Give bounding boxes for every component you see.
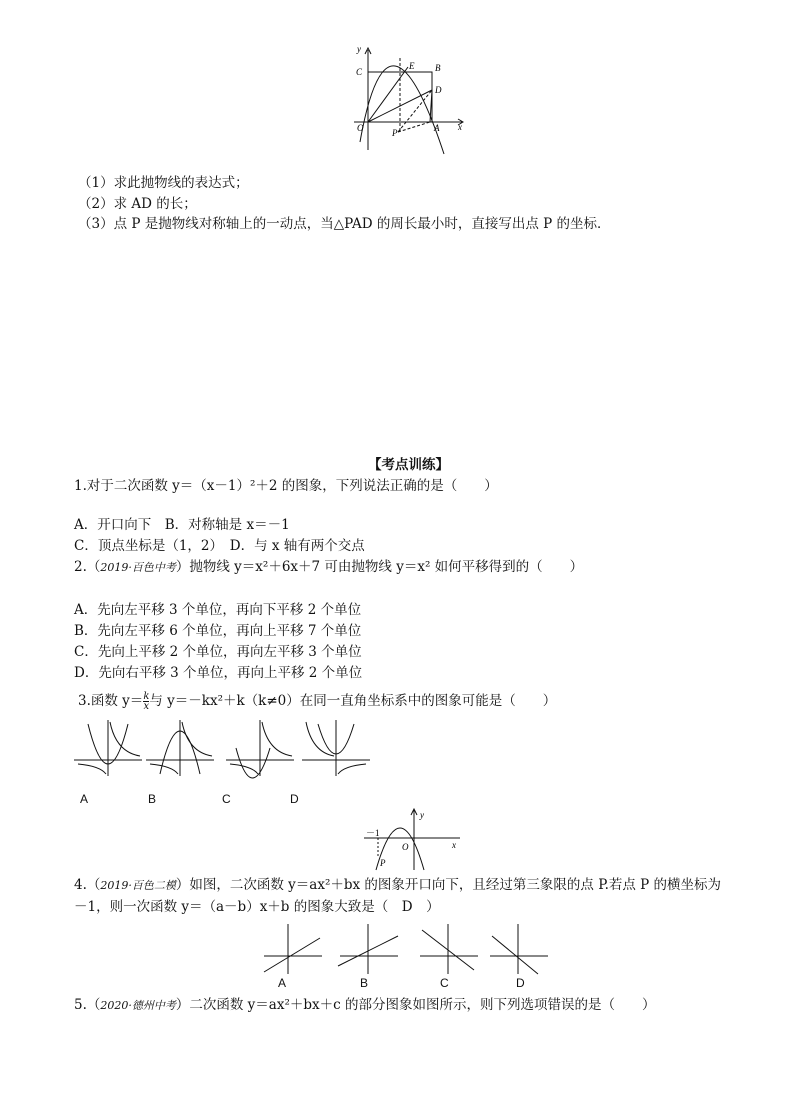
q4-label-a: A [278, 976, 287, 990]
q4-graph-b [338, 922, 402, 976]
q3-label-a: A [80, 792, 89, 806]
q3-label-d: D [290, 792, 299, 806]
q2-option-d: D．先向右平移 3 个单位，再向上平移 2 个单位 [74, 665, 363, 681]
fig-label-y: y [357, 44, 361, 54]
q3-frac-num: k [143, 691, 150, 702]
fig-label-p: P [392, 128, 398, 138]
q4-label-c: C [440, 976, 449, 990]
q2-source: 2019·百色中考 [100, 561, 176, 574]
section-title: 【考点训练】 [368, 457, 449, 473]
q4-source: 2019·百色二模 [100, 879, 176, 892]
q5-stem-line [74, 996, 656, 1015]
q2-stem: ）抛物线 y＝x²＋6x＋7 可由抛物线 y＝x² 如何平移得到的（ ） [175, 559, 584, 575]
q4-label-d: D [516, 976, 525, 990]
q3-frac-den: x [143, 701, 150, 712]
q3-label-b: B [148, 792, 157, 806]
q2-option-b: B．先向左平移 6 个单位，再向上平移 7 个单位 [74, 623, 362, 639]
q4-parabola-figure [364, 808, 464, 872]
q2-number: 2.（ [74, 559, 101, 575]
parabola-rectangle-figure [350, 42, 470, 152]
q1-options-line2: C．顶点坐标是（1，2） D．与 x 轴有两个交点 [74, 538, 365, 554]
q4-stem: ）如图，二次函数 y＝ax²＋bx 的图象开口向下，且经过第三象限的点 P.若点 P 的横坐标为 [175, 877, 722, 893]
q3-label-c: C [222, 792, 231, 806]
q1-options-line1: A．开口向下 B．对称轴是 x＝－1 [74, 517, 290, 533]
q3-suffix: 与 y＝－kx²＋k（k≠0）在同一直角坐标系中的图象可能是（ ） [149, 693, 557, 709]
q3-graph-a [74, 718, 144, 778]
q5-source: 2020·德州中考 [100, 999, 176, 1012]
q4-fig-label-p: P [380, 858, 386, 868]
q4-fig-label-minus1: －1 [366, 828, 380, 838]
question-part-1: （1）求此抛物线的表达式； [78, 175, 249, 191]
q3-prefix: 3.函数 y＝ [78, 693, 144, 709]
q4-graph-a [262, 922, 326, 976]
q3-graph-b [146, 718, 216, 778]
q2-stem-line [74, 558, 583, 577]
question-part-2: （2）求 AD 的长； [78, 196, 197, 212]
q4-fig-label-x: x [452, 840, 456, 850]
q4-graph-d [488, 922, 552, 976]
q2-option-c: C．先向上平移 2 个单位，再向左平移 3 个单位 [74, 644, 362, 660]
fig-label-x: x [458, 122, 462, 132]
q4-stem-line [74, 876, 721, 895]
q4-fig-label-o: O [402, 842, 409, 852]
q3-graph-c [226, 718, 296, 778]
fig-label-b: B [435, 63, 441, 73]
q4-graph-c [418, 922, 482, 976]
q2-option-a: A．先向左平移 3 个单位，再向下平移 2 个单位 [74, 602, 362, 618]
q4-stem-line2: －1，则一次函数 y＝（a－b）x＋b 的图象大致是（ D ） [74, 899, 440, 915]
q5-number: 5.（ [74, 997, 101, 1013]
q5-stem: ）二次函数 y＝ax²＋bx＋c 的部分图象如图所示，则下列选项错误的是（ ） [175, 997, 656, 1013]
q3-graph-d [302, 718, 372, 778]
q4-number: 4.（ [74, 877, 101, 893]
q3-stem-line [78, 692, 556, 711]
fig-label-e: E [409, 61, 415, 71]
fig-label-d: D [435, 85, 442, 95]
q4-fig-label-y: y [420, 810, 424, 820]
q1-stem: 1.对于二次函数 y＝（x－1）²＋2 的图象，下列说法正确的是（ ） [74, 478, 498, 494]
fig-label-a: A [434, 123, 440, 133]
fig-label-o: O [357, 123, 364, 133]
q4-label-b: B [360, 976, 369, 990]
question-part-3: （3）点 P 是抛物线对称轴上的一动点，当△PAD 的周长最小时，直接写出点 P 的坐标． [78, 216, 611, 232]
fig-label-c: C [356, 67, 363, 77]
